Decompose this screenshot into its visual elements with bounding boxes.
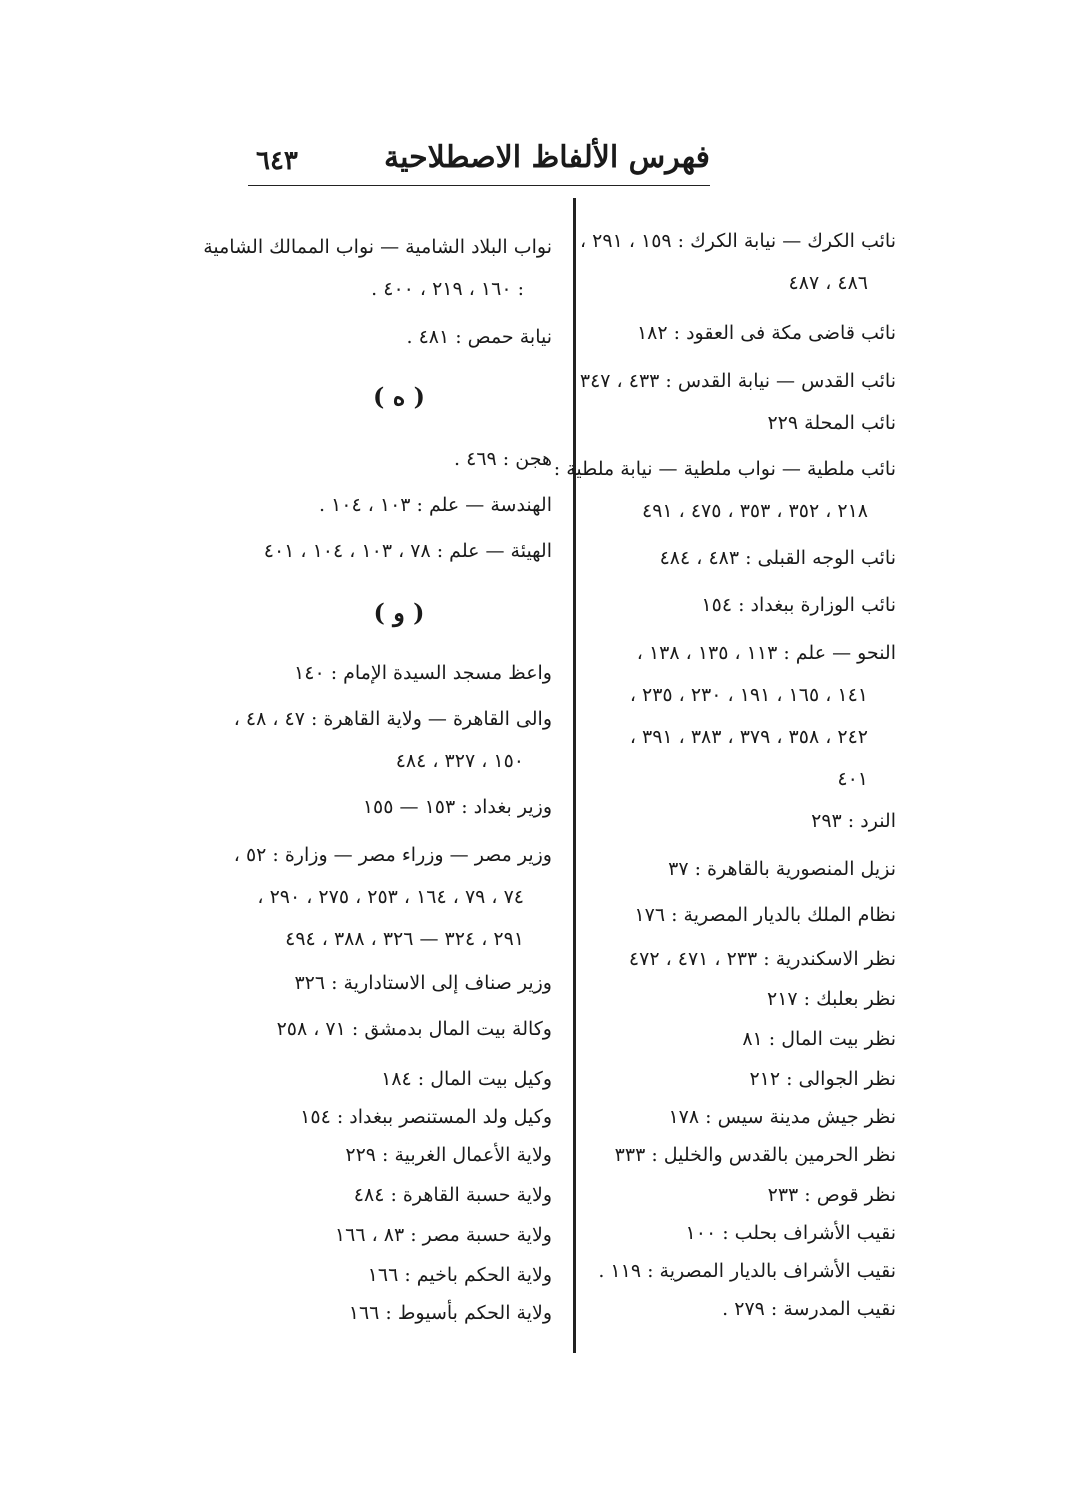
index-entry-line: نظر بعلبك : ٢١٧ [767, 988, 896, 1010]
index-entry [596, 948, 896, 970]
index-entry-line: ٢٩١ ، ٣٢٤ — ٣٢٦ ، ٣٨٨ ، ٤٩٤ [285, 928, 524, 950]
index-entry-line: ١٥٠ ، ٣٢٧ ، ٤٨٤ [395, 750, 524, 772]
index-entry [596, 1106, 896, 1128]
index-entry [203, 236, 552, 300]
index-entry [246, 1264, 552, 1286]
index-entry [246, 540, 552, 562]
index-entry-line: والى القاهرة — ولاية القاهرة : ٤٧ ، ٤٨ ، [233, 708, 552, 730]
index-entry [246, 1106, 552, 1128]
index-entry [596, 412, 896, 434]
index-entry [246, 972, 552, 994]
index-entry-line: وكيل بيت المال : ١٨٤ [381, 1068, 552, 1090]
index-entry [246, 796, 552, 818]
index-entry-line: نائب الكرك — نيابة الكرك : ١٥٩ ، ٢٩١ ، [580, 230, 896, 252]
index-entry [596, 858, 896, 880]
index-entry-line: وكالة بيت المال بدمشق : ٧١ ، ٢٥٨ [276, 1018, 552, 1040]
index-entry-line: نائب القدس — نيابة القدس : ٤٣٣ ، ٣٤٧ [579, 370, 896, 392]
index-entry-line: نظر الحرمين بالقدس والخليل : ٣٣٣ [614, 1144, 896, 1166]
index-entry-line: نظر جيش مدينة سيس : ١٧٨ [668, 1106, 896, 1128]
index-entry-line: ولاية الأعمال الغربية : ٢٢٩ [345, 1144, 552, 1166]
index-entry [596, 547, 896, 569]
index-entry-line: نقيب الأشراف بالديار المصرية : ١١٩ . [598, 1260, 896, 1282]
index-entry [596, 1028, 896, 1050]
index-entry-line: النحو — علم : ١١٣ ، ١٣٥ ، ١٣٨ ، [636, 642, 896, 664]
index-entry-line: نظر الاسكندرية : ٢٣٣ ، ٤٧١ ، ٤٧٢ [628, 948, 896, 970]
index-entry-line: وكيل ولد المستنصر ببغداد : ١٥٤ [300, 1106, 552, 1128]
index-entry-line: ٤٠١ [837, 768, 868, 790]
index-entry-line: نائب الوجه القبلى : ٤٨٣ ، ٤٨٤ [659, 547, 896, 569]
page-header [248, 138, 710, 182]
index-entry-line: ٢٤٢ ، ٣٥٨ ، ٣٧٩ ، ٣٨٣ ، ٣٩١ ، [629, 726, 868, 748]
index-entry-line: وزير صناف إلى الاستادارية : ٣٢٦ [294, 972, 552, 994]
index-entry-line: الهيئة — علم : ٧٨ ، ١٠٣ ، ١٠٤ ، ٤٠١ [263, 540, 552, 562]
index-entry [246, 662, 552, 684]
index-entry [596, 988, 896, 1010]
index-entry [596, 1298, 896, 1320]
column-divider [573, 198, 576, 1353]
index-entry [596, 1144, 896, 1166]
header-rule [248, 185, 710, 186]
index-entry [579, 370, 896, 392]
index-entry [233, 708, 552, 772]
index-entry [596, 1184, 896, 1206]
index-entry-line: نظام الملك بالديار المصرية : ١٧٦ [634, 904, 896, 926]
index-entry-line: ولاية حسبة مصر : ٨٣ ، ١٦٦ [334, 1224, 552, 1246]
index-entry-line: الهندسة — علم : ١٠٣ ، ١٠٤ . [318, 494, 552, 516]
index-entry-line: وزير مصر — وزراء مصر — وزارة : ٥٢ ، [233, 844, 552, 866]
index-entry [596, 1222, 896, 1244]
index-entry-line: نقيب المدرسة : ٢٧٩ . [722, 1298, 896, 1320]
index-entry-line: النرد : ٢٩٣ [811, 810, 896, 832]
index-entry [596, 1068, 896, 1090]
index-entry [246, 448, 552, 470]
section-heading: ( و ) [373, 598, 425, 627]
index-entry [596, 642, 896, 790]
index-entry-line: ٧٤ ، ٧٩ ، ١٦٤ ، ٢٥٣ ، ٢٧٥ ، ٢٩٠ ، [257, 886, 524, 908]
index-entry-line: نقيب الأشراف بحلب : ١٠٠ [685, 1222, 896, 1244]
index-entry-line: نائب قاضى مكة فى العقود : ١٨٢ [636, 322, 896, 344]
index-entry [233, 844, 552, 950]
index-entry-line: نظر بيت المال : ٨١ [742, 1028, 896, 1050]
index-entry-line: وزير بغداد : ١٥٣ — ١٥٥ [362, 796, 552, 818]
section-heading: ( ه ) [373, 382, 425, 411]
index-entry-line: ولاية الحكم بأسيوط : ١٦٦ [348, 1302, 552, 1324]
index-entry [246, 1184, 552, 1206]
index-entry-line: نواب البلاد الشامية — نواب الممالك الشامية [203, 236, 552, 258]
index-entry-line: نيابة حمص : ٤٨١ . [406, 326, 552, 348]
index-entry [246, 1018, 552, 1040]
index-entry-line: ٢١٨ ، ٣٥٢ ، ٣٥٣ ، ٤٧٥ ، ٤٩١ [642, 500, 868, 522]
index-entry [596, 810, 896, 832]
index-entry-line: نزيل المنصورية بالقاهرة : ٣٧ [668, 858, 896, 880]
index-entry [596, 1260, 896, 1282]
index-entry [246, 1302, 552, 1324]
page-title: فهرس الألفاظ الاصطلاحية [384, 140, 710, 175]
index-entry [246, 326, 552, 348]
index-entry [246, 1224, 552, 1246]
index-entry-line: نائب الوزارة ببغداد : ١٥٤ [701, 594, 896, 616]
index-entry-line: هجن : ٤٦٩ . [454, 448, 552, 470]
index-entry [580, 230, 896, 294]
index-entry [246, 1068, 552, 1090]
index-entry-line: نائب المحلة ٢٢٩ [767, 412, 896, 434]
index-entry [246, 1144, 552, 1166]
index-entry [553, 458, 896, 522]
page-number: ٦٤٣ [256, 146, 298, 176]
index-entry-line: ١٤١ ، ١٦٥ ، ١٩١ ، ٢٣٠ ، ٢٣٥ ، [629, 684, 868, 706]
index-entry [596, 322, 896, 344]
index-entry-line: ولاية الحكم باخيم : ١٦٦ [367, 1264, 552, 1286]
index-entry-line: نظر الجوالى : ٢١٢ [749, 1068, 896, 1090]
index-entry [596, 904, 896, 926]
index-entry-line: ٤٨٦ ، ٤٨٧ [788, 272, 868, 294]
index-entry-line: نظر قوص : ٢٣٣ [767, 1184, 896, 1206]
index-entry-line: : ١٦٠ ، ٢١٩ ، ٤٠٠ . [371, 278, 524, 300]
index-entry-line: ولاية حسبة القاهرة : ٤٨٤ [353, 1184, 552, 1206]
index-entry [596, 594, 896, 616]
index-entry [246, 494, 552, 516]
index-entry-line: واعظ مسجد السيدة الإمام : ١٤٠ [294, 662, 552, 684]
index-entry-line: نائب ملطية — نواب ملطية — نيابة ملطية : [553, 458, 896, 480]
